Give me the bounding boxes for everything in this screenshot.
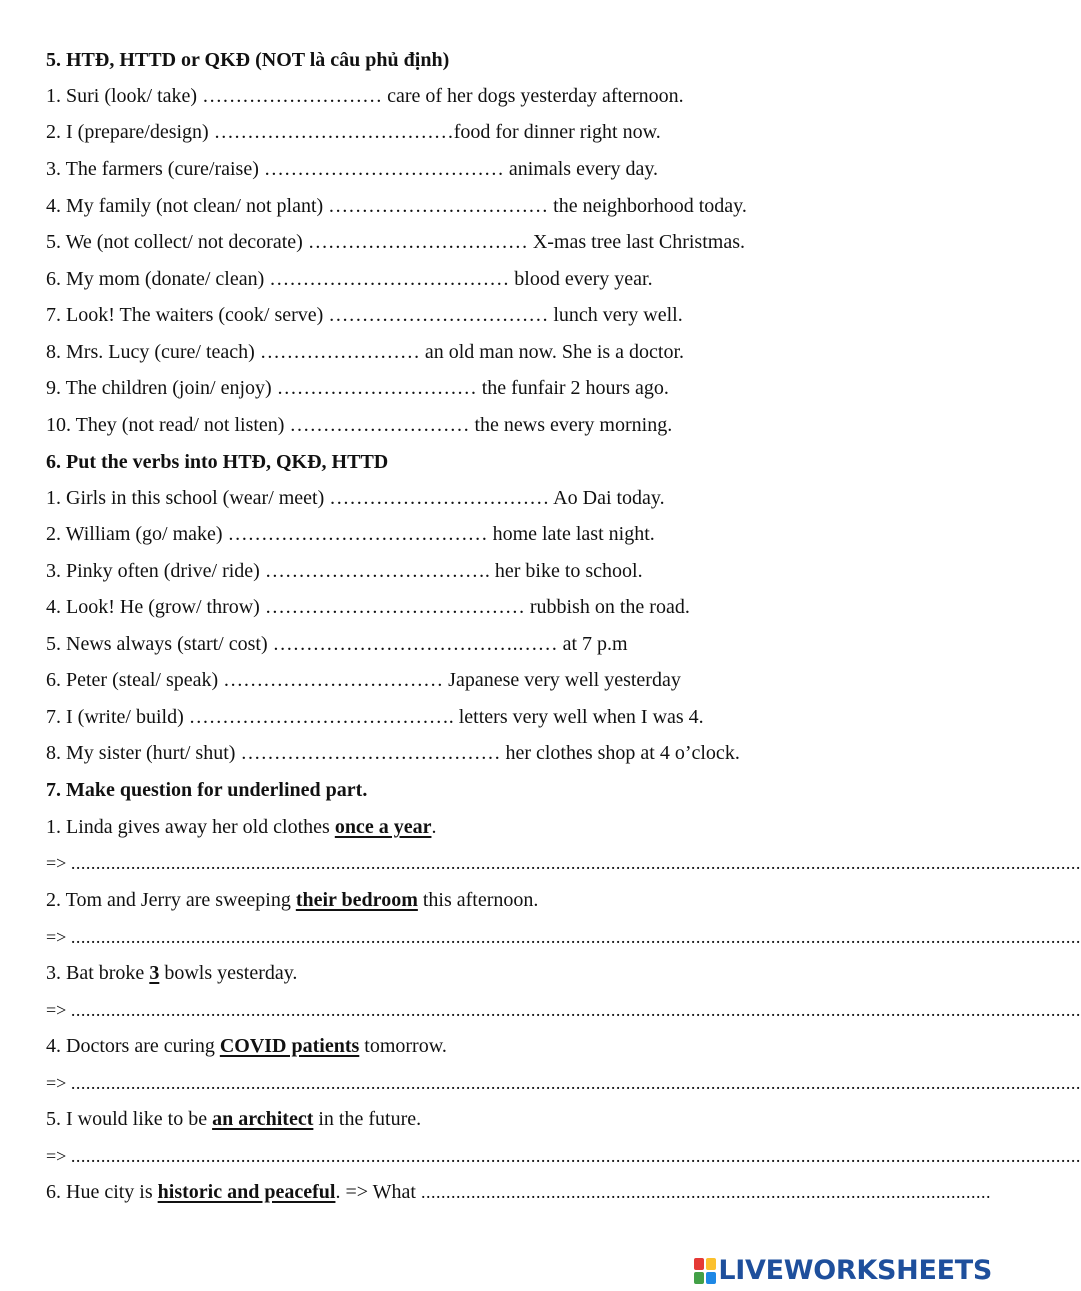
answer-input[interactable]: .......................................................................................................................................................................................................... <box>70 927 1081 947</box>
s6-item-3: 3. Pinky often (drive/ ride) ……………………………. her bike to school. <box>46 560 643 582</box>
arrow-label: => <box>46 927 67 947</box>
answer-input[interactable]: .................................................................................................................. <box>420 1182 991 1202</box>
underlined-part: historic and peaceful <box>157 1181 336 1203</box>
answer-blank[interactable]: …………………………… <box>223 669 444 691</box>
s7-item-5: 5. I would like to be an architect in the future. <box>46 1108 422 1130</box>
s6-item-7: 7. I (write/ build) …………………………………. letters very well when I was 4. <box>46 706 704 728</box>
s7-answer-1 <box>46 851 1081 875</box>
answer-blank[interactable]: ………………………………… <box>264 596 525 618</box>
answer-input[interactable]: .......................................................................................................................................................................................................... <box>70 1073 1081 1093</box>
answer-blank[interactable]: ……………………… <box>289 414 470 436</box>
logo-tile-yellow <box>706 1258 716 1270</box>
s7-item-3: 3. Bat broke 3 bowls yesterday. <box>46 962 298 984</box>
s7-answer-3 <box>46 998 1081 1022</box>
s6-item-6: 6. Peter (steal/ speak) …………………………… Japanese very well yesterday <box>46 669 681 691</box>
arrow-label: => <box>46 1000 67 1020</box>
answer-blank[interactable]: ……………………………… <box>213 121 454 143</box>
logo-tile-green <box>694 1272 704 1284</box>
s7-item-6: 6. Hue city is historic and peaceful. => What .................................................................................................................. <box>46 1181 991 1203</box>
answer-blank[interactable]: ………………………………… <box>240 742 501 764</box>
section-7-heading: 7. Make question for underlined part. <box>46 779 368 801</box>
s7-answer-4 <box>46 1071 1081 1095</box>
logo-tile-blue <box>706 1272 716 1284</box>
s7-item-1: 1. Linda gives away her old clothes once a year. <box>46 816 437 838</box>
answer-input[interactable]: .......................................................................................................................................................................................................... <box>70 1146 1081 1166</box>
underlined-part: 3 <box>149 962 160 984</box>
answer-blank[interactable]: ………………………… <box>276 377 477 399</box>
answer-blank[interactable]: …………………… <box>259 341 420 363</box>
answer-blank[interactable]: …………………………… <box>307 231 528 253</box>
answer-blank[interactable]: …………………………… <box>328 195 549 217</box>
underlined-part: COVID patients <box>219 1035 360 1057</box>
logo-text: LIVEWORKSHEETS <box>718 1255 992 1286</box>
section-5-heading: 5. HTĐ, HTTD or QKĐ (NOT là câu phủ định) <box>46 49 450 71</box>
underlined-part: once a year <box>334 816 432 838</box>
arrow-label: => <box>46 1146 67 1166</box>
liveworksheets-logo-icon <box>694 1258 716 1284</box>
s6-item-2: 2. William (go/ make) ………………………………… home late last night. <box>46 523 655 545</box>
s7-answer-2 <box>46 925 1081 949</box>
s6-item-5: 5. News always (start/ cost) ……………………………….…… at 7 p.m <box>46 633 628 655</box>
answer-blank[interactable]: ……………………………. <box>264 560 490 582</box>
s7-item-4: 4. Doctors are curing COVID patients tomorrow. <box>46 1035 447 1057</box>
s6-item-1: 1. Girls in this school (wear/ meet) …………………………… Ao Dai today. <box>46 487 665 509</box>
answer-blank[interactable]: ……………………………… <box>263 158 504 180</box>
answer-blank[interactable]: …………………………… <box>328 304 549 326</box>
answer-input[interactable]: .......................................................................................................................................................................................................... <box>70 1000 1081 1020</box>
answer-blank[interactable]: ……………………………… <box>269 268 510 290</box>
arrow-label: => <box>46 853 67 873</box>
answer-blank[interactable]: ……………………… <box>202 85 383 107</box>
s5-item-4: 4. My family (not clean/ not plant) …………………………… the neighborhood today. <box>46 195 747 217</box>
underlined-part: an architect <box>212 1108 314 1130</box>
s5-item-1: 1. Suri (look/ take) ……………………… care of her dogs yesterday afternoon. <box>46 85 684 107</box>
arrow-label: => <box>46 1073 67 1093</box>
s5-item-7: 7. Look! The waiters (cook/ serve) …………………………… lunch very well. <box>46 304 683 326</box>
s5-item-5: 5. We (not collect/ not decorate) …………………………… X-mas tree last Christmas. <box>46 231 745 253</box>
s5-item-2: 2. I (prepare/design) ………………………………food for dinner right now. <box>46 121 661 143</box>
liveworksheets-logo <box>694 1255 992 1286</box>
underlined-part: their bedroom <box>295 889 418 911</box>
s7-item-2: 2. Tom and Jerry are sweeping their bedroom this afternoon. <box>46 889 539 911</box>
answer-blank[interactable]: …………………………… <box>329 487 550 509</box>
s5-item-8: 8. Mrs. Lucy (cure/ teach) …………………… an old man now. She is a doctor. <box>46 341 685 363</box>
s6-item-8: 8. My sister (hurt/ shut) ………………………………… her clothes shop at 4 o’clock. <box>46 742 740 764</box>
section-6-heading: 6. Put the verbs into HTĐ, QKĐ, HTTD <box>46 451 389 473</box>
answer-blank[interactable]: ………………………………… <box>227 523 488 545</box>
s7-answer-5 <box>46 1144 1081 1168</box>
s5-item-10: 10. They (not read/ not listen) ……………………… the news every morning. <box>46 414 673 436</box>
s5-item-3: 3. The farmers (cure/raise) ……………………………… animals every day. <box>46 158 659 180</box>
s5-item-9: 9. The children (join/ enjoy) ………………………… the funfair 2 hours ago. <box>46 377 669 399</box>
answer-blank[interactable]: …………………………………. <box>188 706 454 728</box>
answer-blank[interactable]: ……………………………….…… <box>272 633 558 655</box>
answer-input[interactable]: .......................................................................................................................................................................................................... <box>70 853 1081 873</box>
s5-item-6: 6. My mom (donate/ clean) ……………………………… blood every year. <box>46 268 653 290</box>
s6-item-4: 4. Look! He (grow/ throw) ………………………………… rubbish on the road. <box>46 596 690 618</box>
logo-tile-red <box>694 1258 704 1270</box>
